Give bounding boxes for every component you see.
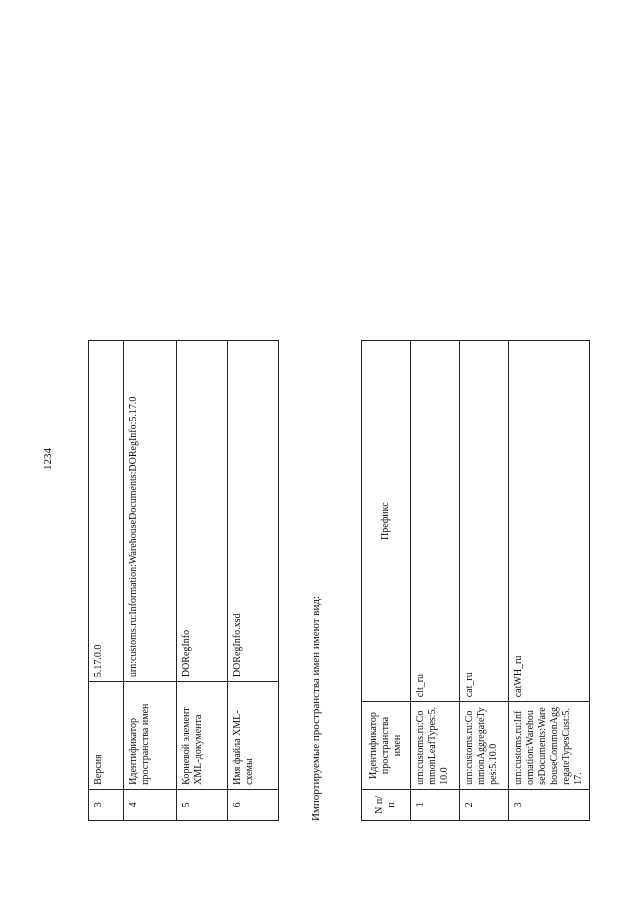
table-row <box>509 341 590 821</box>
property-value: 5.17.0.0 <box>89 341 124 682</box>
namespace-prefix: clt_ru <box>411 341 460 702</box>
property-name: Имя файла XML-схемы <box>228 682 279 790</box>
namespace-id: urn:customs.ru:CommonLeafTypes:5.10.0 <box>411 702 460 790</box>
property-value: DORegInfo.xsd <box>228 341 279 682</box>
namespaces-table <box>361 340 590 821</box>
intro-text: Импортируемые пространства имен имеют вид: <box>310 595 322 821</box>
page-number: 1234 <box>42 448 54 470</box>
header-num: N п/п <box>362 789 411 820</box>
property-name: Версия <box>89 682 124 790</box>
property-name: Корневой элемент XML-документа <box>177 682 228 790</box>
table-row <box>89 341 124 821</box>
row-number: 3 <box>89 789 124 820</box>
table-row <box>124 341 177 821</box>
table-row <box>411 341 460 821</box>
namespace-prefix: catWH_ru <box>509 341 590 702</box>
row-number: 6 <box>228 789 279 820</box>
table-header-row <box>362 341 411 821</box>
property-value: urn:customs.ru:Information:WarehouseDocuments:DORegInfo:5.17.0 <box>124 341 177 682</box>
header-prefix: Префикс <box>362 341 411 702</box>
row-number: 5 <box>177 789 228 820</box>
row-number: 3 <box>509 789 590 820</box>
schema-properties-table <box>88 340 279 821</box>
row-number: 4 <box>124 789 177 820</box>
namespace-id: urn:customs.ru:CommonAggregateTypes:5.10.0 <box>460 702 509 790</box>
table-row <box>460 341 509 821</box>
namespace-id: urn:customs.ru:Information:WarehouseDocuments:WarehouseCommonAggregateTypesCust:5.17. <box>509 702 590 790</box>
namespace-prefix: cat_ru <box>460 341 509 702</box>
row-number: 2 <box>460 789 509 820</box>
property-value: DORegInfo <box>177 341 228 682</box>
row-number: 1 <box>411 789 460 820</box>
header-namespace: Идентификатор пространства имен <box>362 702 411 790</box>
table-row <box>228 341 279 821</box>
property-name: Идентификатор пространства имен <box>124 682 177 790</box>
table-row <box>177 341 228 821</box>
